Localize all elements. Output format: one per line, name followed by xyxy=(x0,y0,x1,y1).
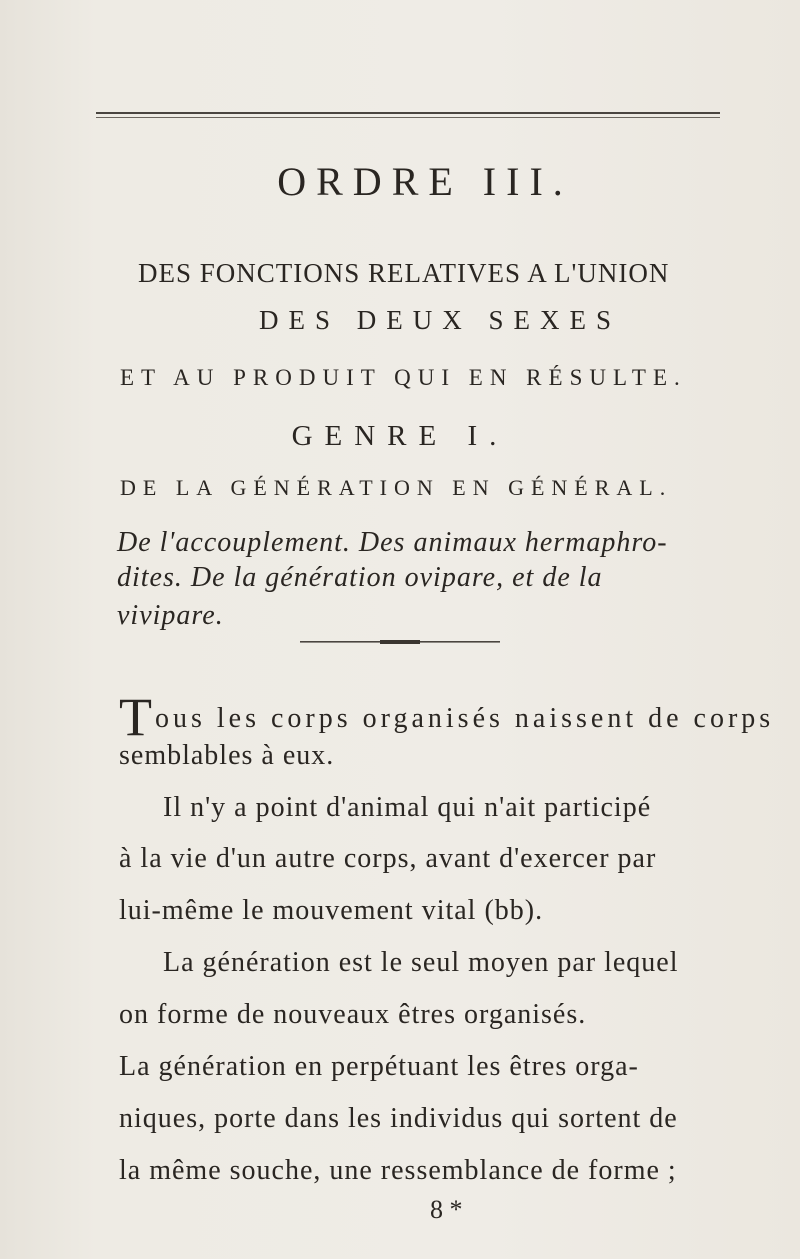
chapter-subtitle-line-3: ET AU PRODUIT QUI EN RÉSULTE. xyxy=(120,365,687,390)
chapter-subtitle-line-1: DES FONCTIONS RELATIVES A L'UNION xyxy=(138,258,670,288)
body-line-1-text: ous les corps organisés naissent de corps xyxy=(155,703,775,734)
body-line-7: on forme de nouveaux êtres organisés. xyxy=(119,999,587,1030)
body-line-9: niques, porte dans les individus qui sortent de xyxy=(119,1103,678,1134)
signature-mark: 8 * xyxy=(430,1195,463,1224)
section-subtitle: DE LA GÉNÉRATION EN GÉNÉRAL. xyxy=(120,475,673,500)
summary-line-1: De l'accouplement. Des animaux hermaphro- xyxy=(117,527,668,558)
chapter-title: ORDRE III. xyxy=(277,159,573,204)
header-rule xyxy=(96,112,720,114)
summary-line-2: dites. De la génération ovipare, et de la xyxy=(117,562,603,593)
body-line-5: lui-même le mouvement vital (bb). xyxy=(119,895,544,926)
drop-cap: T xyxy=(119,687,153,747)
body-line-1 xyxy=(119,687,775,747)
ornament-divider xyxy=(300,640,500,644)
body-line-4: à la vie d'un autre corps, avant d'exercer par xyxy=(119,843,657,874)
body-line-2: semblables à eux. xyxy=(119,740,335,771)
body-line-3: Il n'y a point d'animal qui n'ait participé xyxy=(163,792,652,823)
chapter-subtitle-line-2: DES DEUX SEXES xyxy=(258,305,621,335)
body-line-6: La génération est le seul moyen par lequel xyxy=(163,947,679,978)
summary-line-3: vivipare. xyxy=(117,600,224,631)
body-line-8: La génération en perpétuant les êtres orga- xyxy=(119,1051,639,1082)
body-line-10: la même souche, une ressemblance de forme ; xyxy=(119,1155,677,1186)
section-title: GENRE I. xyxy=(291,420,509,452)
